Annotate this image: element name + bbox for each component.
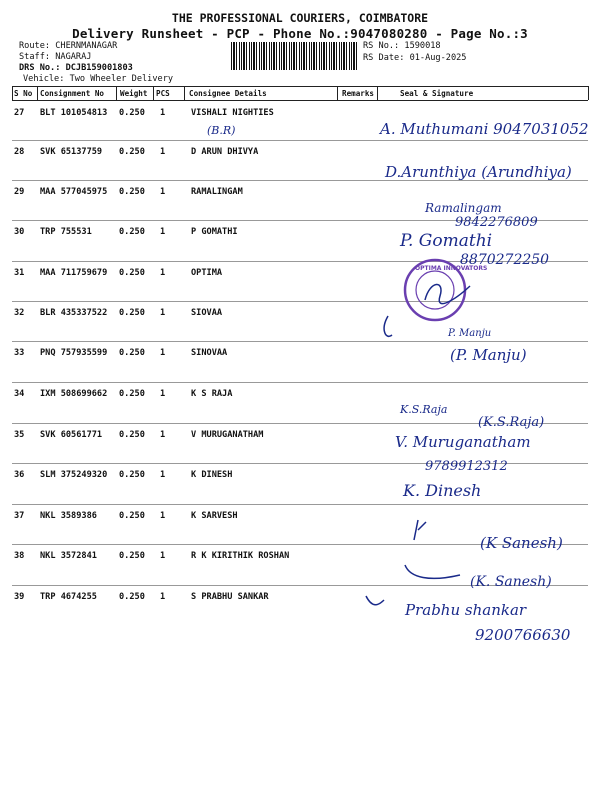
row-divider <box>12 504 588 505</box>
table-row <box>0 424 600 464</box>
route-label: Route: CHERNMANAGAR <box>19 41 118 51</box>
row-sno: 27 <box>14 108 25 118</box>
row-weight: 0.250 <box>119 227 145 237</box>
row-pcs: 1 <box>160 348 166 358</box>
row-consignment: MAA 577045975 <box>40 187 108 197</box>
col-header-weight: Weight <box>120 89 148 98</box>
row-pcs: 1 <box>160 268 166 278</box>
row-divider <box>12 585 588 586</box>
row-pcs: 1 <box>160 470 166 480</box>
row-sno: 30 <box>14 227 25 237</box>
row-consignee: SIOVAA <box>191 308 223 318</box>
row-pcs: 1 <box>160 389 166 399</box>
row-divider <box>12 341 588 342</box>
row-consignment: MAA 711759679 <box>40 268 108 278</box>
row-consignment: NKL 3572841 <box>40 551 97 561</box>
handwriting-r33b: (P. Manju) <box>450 346 527 364</box>
col-header-consignment: Consignment No <box>40 89 105 98</box>
staff-label: Staff: NAGARAJ <box>19 52 92 62</box>
col-header-signature: Seal & Signature <box>400 89 474 98</box>
stamp-text: OPTIMA INNOVATORS <box>415 265 488 272</box>
row-consignee: K SARVESH <box>191 511 238 521</box>
runsheet-title: Delivery Runsheet - PCP - Phone No.:9047080280 - Page No.:3 <box>72 26 528 41</box>
row-weight: 0.250 <box>119 430 145 440</box>
barcode <box>231 42 359 70</box>
row-sno: 35 <box>14 430 25 440</box>
row-weight: 0.250 <box>119 147 145 157</box>
table-row <box>0 181 600 221</box>
row-pcs: 1 <box>160 147 166 157</box>
row-consignee: RAMALINGAM <box>191 187 243 197</box>
row-consignment: IXM 508699662 <box>40 389 108 399</box>
handwriting-r27a: (B.R) <box>207 124 236 137</box>
row-consignee: SINOVAA <box>191 348 228 358</box>
handwriting-r39a: Prabhu shankar <box>405 601 527 619</box>
row-consignment: SLM 375249320 <box>40 470 108 480</box>
table-row <box>0 464 600 504</box>
row-sno: 29 <box>14 187 25 197</box>
row-divider <box>12 220 588 221</box>
handwriting-r38: (K. Sanesh) <box>470 574 552 590</box>
row-weight: 0.250 <box>119 511 145 521</box>
handwriting-r33a: P. Manju <box>448 328 492 339</box>
col-header-consignee: Consignee Details <box>189 89 267 98</box>
row-sno: 39 <box>14 592 25 602</box>
table-row <box>0 221 600 261</box>
handwriting-r36: K. Dinesh <box>403 481 482 500</box>
col-divider <box>588 86 589 100</box>
handwriting-r39b: 9200766630 <box>475 626 571 644</box>
row-consignment: TRP 4674255 <box>40 592 97 602</box>
rs-date: RS Date: 01-Aug-2025 <box>363 53 467 63</box>
row-pcs: 1 <box>160 187 166 197</box>
row-consignee: VISHALI NIGHTIES <box>191 108 274 118</box>
row-divider <box>12 423 588 424</box>
table-row <box>0 586 600 626</box>
row-weight: 0.250 <box>119 187 145 197</box>
handwriting-r30b: 8870272250 <box>460 252 550 268</box>
table-row <box>0 505 600 545</box>
row-weight: 0.250 <box>119 348 145 358</box>
row-sno: 31 <box>14 268 25 278</box>
table-row <box>0 342 600 382</box>
company-title: THE PROFESSIONAL COURIERS, COIMBATORE <box>171 11 429 25</box>
row-divider <box>12 261 588 262</box>
col-divider <box>12 86 13 100</box>
col-header-remarks: Remarks <box>342 89 375 98</box>
handwriting-r29b: 9842276809 <box>455 215 538 230</box>
col-header-pcs: PCS <box>156 89 170 98</box>
row-consignment: SVK 60561771 <box>40 430 103 440</box>
row-pcs: 1 <box>160 308 166 318</box>
row-divider <box>12 140 588 141</box>
handwriting-r29a: Ramalingam <box>425 201 502 215</box>
table-row <box>0 383 600 423</box>
row-divider <box>12 544 588 545</box>
row-pcs: 1 <box>160 430 166 440</box>
col-divider <box>153 86 154 100</box>
row-weight: 0.250 <box>119 551 145 561</box>
row-pcs: 1 <box>160 227 166 237</box>
row-consignee: P GOMATHI <box>191 227 238 237</box>
row-sno: 32 <box>14 308 25 318</box>
table-row <box>0 545 600 585</box>
table-row <box>0 302 600 342</box>
handwriting-r34b: (K.S.Raja) <box>478 415 545 430</box>
row-weight: 0.250 <box>119 108 145 118</box>
row-sno: 37 <box>14 511 25 521</box>
row-sno: 36 <box>14 470 25 480</box>
handwriting-r35a: V. Muruganatham <box>395 433 531 451</box>
row-consignment: NKL 3589386 <box>40 511 97 521</box>
table-row <box>0 262 600 302</box>
row-divider <box>12 463 588 464</box>
row-sno: 38 <box>14 551 25 561</box>
rs-number: RS No.: 1590018 <box>363 41 441 51</box>
row-pcs: 1 <box>160 551 166 561</box>
col-divider <box>184 86 185 100</box>
col-divider <box>337 86 338 100</box>
row-sno: 34 <box>14 389 25 399</box>
table-top-rule <box>12 86 588 87</box>
col-divider <box>37 86 38 100</box>
row-sno: 33 <box>14 348 25 358</box>
row-consignment: TRP 755531 <box>40 227 92 237</box>
row-consignee: OPTIMA <box>191 268 223 278</box>
row-consignment: SVK 65137759 <box>40 147 103 157</box>
handwriting-r30a: P. Gomathi <box>400 231 493 251</box>
row-weight: 0.250 <box>119 268 145 278</box>
col-divider <box>377 86 378 100</box>
row-consignee: K S RAJA <box>191 389 233 399</box>
vehicle-label: Vehicle: Two Wheeler Delivery <box>23 74 174 84</box>
drs-number: DRS No.: DCJB159001803 <box>19 63 133 73</box>
row-divider <box>12 382 588 383</box>
handwriting-r27b: A. Muthumani 9047031052 <box>380 120 589 138</box>
handwriting-r37: (K Sanesh) <box>480 534 563 552</box>
row-weight: 0.250 <box>119 389 145 399</box>
row-pcs: 1 <box>160 592 166 602</box>
row-pcs: 1 <box>160 108 166 118</box>
row-consignee: S PRABHU SANKAR <box>191 592 269 602</box>
row-weight: 0.250 <box>119 308 145 318</box>
col-header-sno: S No <box>14 89 33 98</box>
handwriting-r34a: K.S.Raja <box>400 403 448 416</box>
col-divider <box>116 86 117 100</box>
row-consignee: V MURUGANATHAM <box>191 430 264 440</box>
row-weight: 0.250 <box>119 470 145 480</box>
row-consignment: PNQ 757935599 <box>40 348 108 358</box>
row-consignment: BLT 101054813 <box>40 108 108 118</box>
row-divider <box>12 180 588 181</box>
handwriting-r28: D.Arunthiya (Arundhiya) <box>385 163 572 181</box>
row-consignee: K DINESH <box>191 470 233 480</box>
handwriting-r35b: 9789912312 <box>425 459 508 474</box>
table-row <box>0 141 600 181</box>
table-row <box>0 102 600 142</box>
row-sno: 28 <box>14 147 25 157</box>
row-consignee: R K KIRITHIK ROSHAN <box>191 551 290 561</box>
row-weight: 0.250 <box>119 592 145 602</box>
row-consignee: D ARUN DHIVYA <box>191 147 259 157</box>
row-pcs: 1 <box>160 511 166 521</box>
row-divider <box>12 301 588 302</box>
table-header-rule <box>12 100 588 101</box>
row-consignment: BLR 435337522 <box>40 308 108 318</box>
